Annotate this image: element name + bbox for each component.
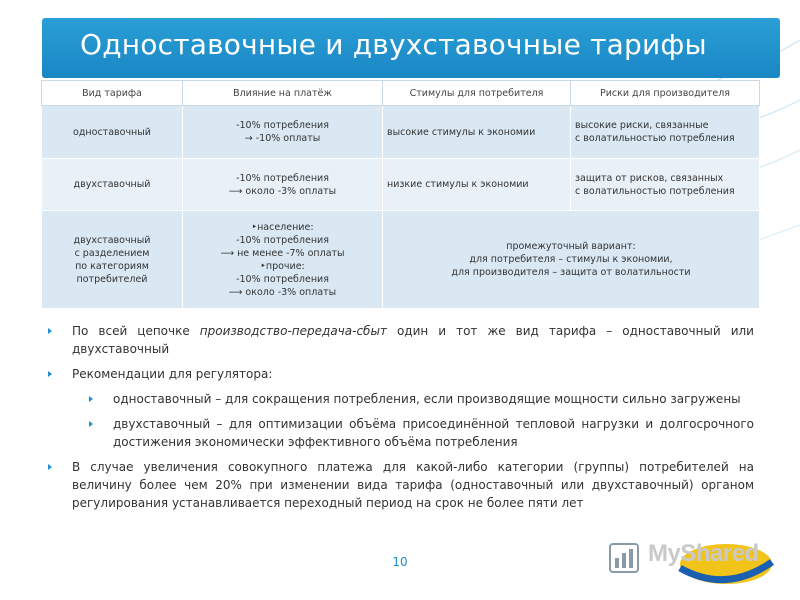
cell-line: потребителей: [76, 273, 148, 285]
bullet-arrow-icon: [48, 328, 52, 334]
cell-line: для производителя – защита от волатильности: [451, 267, 691, 278]
cell-line: ⟶ не менее -7% оплаты: [220, 247, 345, 259]
cell-line: двухставочный: [73, 234, 151, 246]
sub-bullet-item: [48, 390, 754, 408]
cell-line: с волатильностью потребления: [575, 185, 735, 197]
cell-producer-risks: [571, 106, 760, 159]
cell-line: -10% потребления: [236, 234, 329, 246]
cell-line: защита от рисков, связанных: [575, 172, 724, 184]
page-number: 10: [392, 555, 408, 569]
cell-payment-impact: [183, 211, 383, 309]
bullet-arrow-icon: [89, 396, 93, 402]
cell-line: ⟶ около -3% оплаты: [228, 185, 337, 197]
cell-line: с волатильностью потребления: [575, 133, 735, 144]
cell-consumer-stimuli: высокие стимулы к экономии: [383, 106, 571, 159]
cell-consumer-stimuli: низкие стимулы к экономии: [383, 159, 571, 211]
bullet-text: одноставочный – для сокращения потребления, если производящие мощности сильно загружены: [113, 392, 741, 406]
cell-line: ‣прочие:: [260, 260, 305, 272]
cell-line: ⟶ около -3% оплаты: [228, 286, 337, 298]
table-row: [42, 159, 760, 211]
cell-line: высокие риски, связанные: [575, 120, 709, 131]
logo-text: MyShared: [648, 540, 759, 567]
table-row: [42, 211, 760, 309]
bullet-text: двухставочный – для оптимизации объёма присоединённой тепловой нагрузки и долгосрочного достижения экономически эффективного объёма потребления: [113, 417, 754, 449]
bullet-arrow-icon: [89, 421, 93, 427]
cell-line: ‣население:: [251, 221, 314, 233]
bullet-text: Рекомендации для регулятора:: [72, 367, 273, 381]
cell-payment-impact: [183, 159, 383, 211]
bullet-italic-text: производство-передача-сбыт: [199, 324, 387, 338]
bullet-arrow-icon: [48, 371, 52, 377]
cell-line: по категориям: [75, 260, 149, 272]
cell-producer-risks: [571, 159, 760, 211]
tariff-table: [41, 80, 760, 309]
cell-merged-intermediate: [383, 211, 760, 309]
header-producer-risks: Риски для производителя: [571, 81, 760, 106]
header-tariff-type: Вид тарифа: [42, 81, 183, 106]
cell-tariff-type: одноставочный: [42, 106, 183, 159]
header-consumer-stimuli: Стимулы для потребителя: [383, 81, 571, 106]
cell-tariff-type: двухставочный: [42, 159, 183, 211]
bullet-item: [48, 458, 754, 512]
header-payment-impact: Влияние на платёж: [183, 81, 383, 106]
cell-tariff-type: [42, 211, 183, 309]
bullet-text: По всей цепочке: [72, 324, 200, 338]
cell-line: промежуточный вариант:: [506, 241, 636, 252]
bullet-list: [48, 322, 754, 519]
table-row: [42, 106, 760, 159]
bullet-item: [48, 322, 754, 358]
table-header-row: [42, 81, 760, 106]
cell-line: -10% потребления: [236, 120, 329, 131]
cell-line: -10% потребления: [236, 172, 329, 184]
cell-line: с разделением: [74, 247, 150, 259]
bullet-item: [48, 365, 754, 383]
cell-payment-impact: [183, 106, 383, 159]
bullet-text: один и тот же вид тарифа – одноставочный или двухставочный: [72, 324, 754, 356]
title-bar: [42, 18, 780, 78]
bullet-text: В случае увеличения совокупного платежа для какой-либо категории (группы) потребителей на величину более чем 20% при изменении вида тарифа (одноставочный или двухставочный) органом регулирования устанавливается переходный период на срок не более пяти лет: [72, 460, 754, 510]
cell-line: → -10% оплаты: [244, 133, 321, 144]
cell-line: -10% потребления: [236, 273, 329, 285]
slide-title: Одноставочные и двухставочные тарифы: [80, 28, 707, 61]
cell-line: для потребителя – стимулы к экономии,: [469, 254, 673, 265]
bullet-arrow-icon: [48, 464, 52, 470]
myshared-logo[interactable]: [606, 532, 774, 588]
sub-bullet-item: [48, 415, 754, 451]
